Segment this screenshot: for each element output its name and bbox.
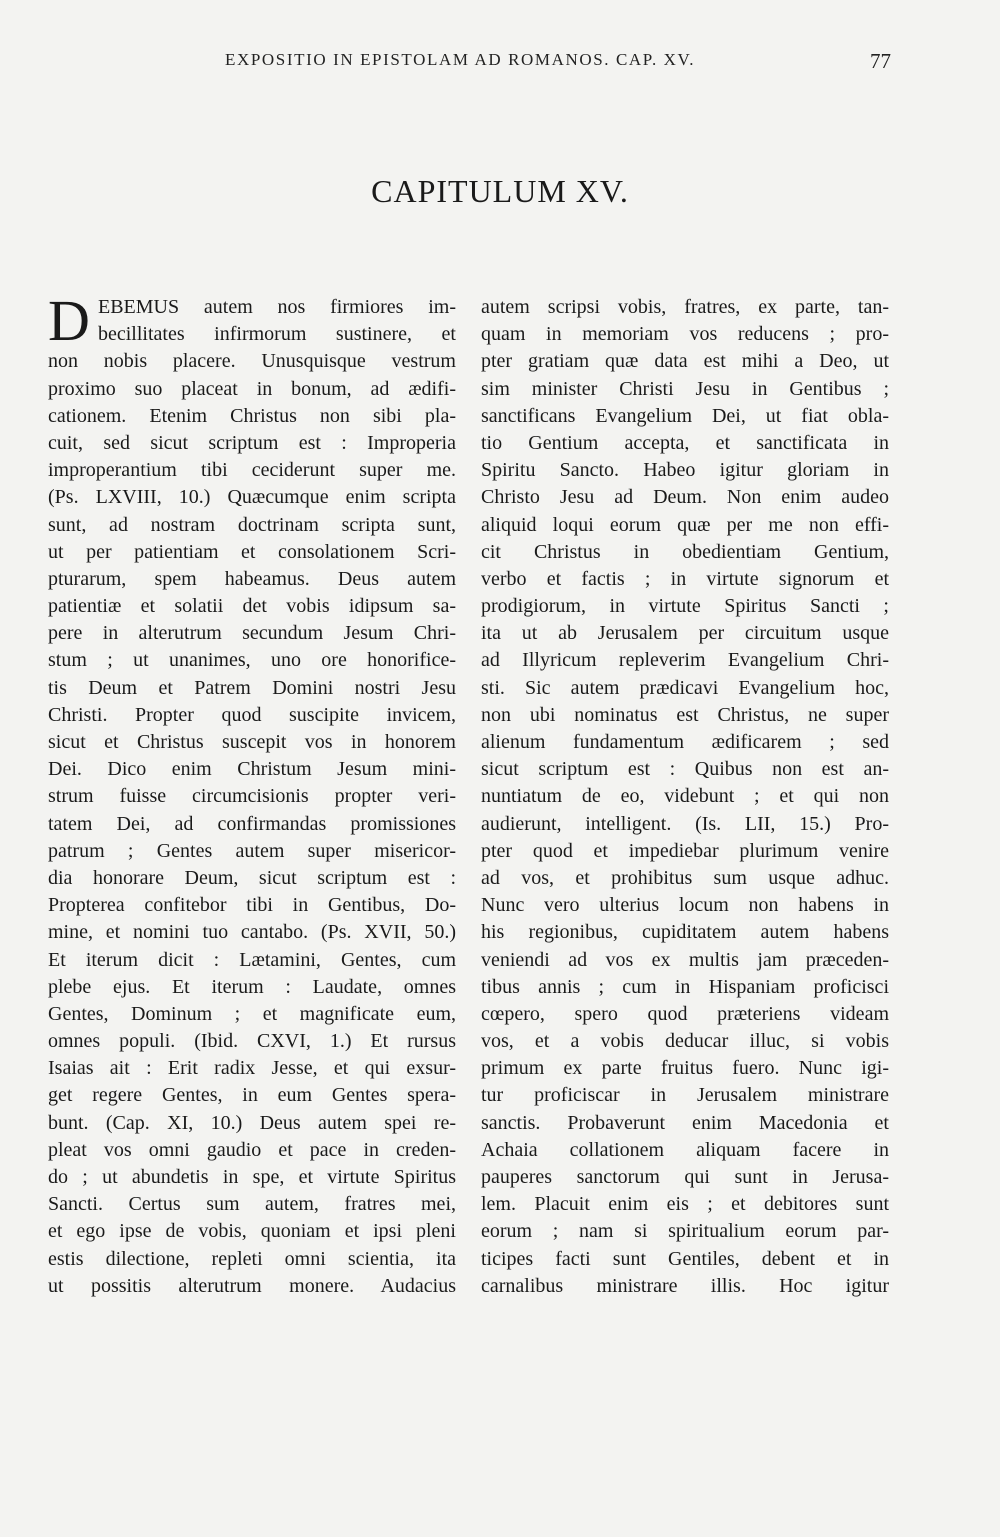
text-column-right <box>481 294 889 1300</box>
text-line: vos, et a vobis deducar illuc, si vobis <box>481 1030 889 1053</box>
text-line: alienum fundamentum ædificarem ; sed <box>481 731 889 753</box>
text-line: pauperes sanctorum qui sunt in Jerusa- <box>481 1166 889 1188</box>
text-line: strum fuisse circumcisionis propter veri- <box>48 785 456 808</box>
text-line: ut per patientiam et consolationem Scri- <box>48 540 456 563</box>
text-line: (Ps. LXVIII, 10.) Quæcumque enim scripta <box>48 486 456 509</box>
text-line: tatem Dei, ad confirmandas promissiones <box>48 812 456 835</box>
text-line: primum ex parte fruitus fuero. Nunc igi- <box>481 1057 889 1080</box>
text-line: sanctificans Evangelium Dei, ut fiat obla- <box>481 404 889 427</box>
text-line: Isaias ait : Erit radix Jesse, et qui exsur- <box>48 1057 456 1080</box>
text-line: plebe ejus. Et iterum : Laudate, omnes <box>48 975 456 998</box>
text-line: sicut scriptum est : Quibus non est an- <box>481 758 889 781</box>
text-line: aliquid loqui eorum quæ per me non effi- <box>481 513 889 536</box>
text-line: ad vos, et prohibitus sum usque adhuc. <box>481 866 889 889</box>
text-line: stum ; ut unanimes, uno ore honorifice- <box>48 649 456 672</box>
text-line: improperantium tibi ceciderunt super me. <box>48 459 456 482</box>
text-line: becillitates infirmorum sustinere, et <box>98 323 456 346</box>
text-line: carnalibus ministrare illis. Hoc igitur <box>481 1274 889 1297</box>
text-line: cationem. Etenim Christus non sibi pla- <box>48 404 456 427</box>
text-line: et ego ipse de vobis, quoniam et ipsi pleni <box>48 1220 456 1243</box>
text-line: bunt. (Cap. XI, 10.) Deus autem spei re- <box>48 1111 456 1134</box>
text-line: pere in alterutrum secundum Jesum Chri- <box>48 622 456 645</box>
drop-cap: D <box>48 288 90 353</box>
text-line: Et iterum dicit : Lætamini, Gentes, cum <box>48 948 456 971</box>
text-line: prodigiorum, in virtute Spiritus Sancti ; <box>481 595 889 618</box>
text-line: tio Gentium accepta, et sanctificata in <box>481 431 889 454</box>
text-line: Dei. Dico enim Christum Jesum mini- <box>48 758 456 781</box>
text-line: sim minister Christi Jesu in Gentibus ; <box>481 377 889 400</box>
text-line: autem scripsi vobis, fratres, ex parte, tan- <box>481 296 889 318</box>
text-line: lem. Placuit enim eis ; et debitores sunt <box>481 1193 889 1216</box>
chapter-title: CAPITULUM XV. <box>371 173 629 209</box>
page-header <box>0 0 1000 100</box>
text-line: non nobis placere. Unusquisque vestrum <box>48 350 456 373</box>
text-column-left <box>48 288 456 1300</box>
page-number: 77 <box>870 49 891 73</box>
text-line: pturarum, spem habeamus. Deus autem <box>48 567 456 590</box>
text-line: Gentes, Dominum ; et magnificate eum, <box>48 1002 456 1025</box>
text-line: Sancti. Certus sum autem, fratres mei, <box>48 1193 456 1216</box>
running-title: EXPOSITIO IN EPISTOLAM AD ROMANOS. CAP. XV. <box>225 50 696 69</box>
text-line: his regionibus, cupiditatem autem habens <box>481 921 889 944</box>
text-line: pter gratiam quæ data est mihi a Deo, ut <box>481 350 889 373</box>
text-line: mine, et nomini tuo cantabo. (Ps. XVII, 50.) <box>48 921 456 944</box>
text-line: ut possitis alterutrum monere. Audacius <box>48 1274 456 1297</box>
text-line: Christo Jesu ad Deum. Non enim audeo <box>481 486 889 509</box>
text-line: pter quod et impediebar plurimum venire <box>481 839 889 862</box>
text-line: patrum ; Gentes autem super misericor- <box>48 839 456 862</box>
text-line: proximo suo placeat in bonum, ad ædifi- <box>48 377 456 400</box>
text-line: tibus annis ; cum in Hispaniam proficisci <box>481 975 889 998</box>
text-line: do ; ut abundetis in spe, et virtute Spiritus <box>48 1166 456 1188</box>
text-line: cit Christus in obedientiam Gentium, <box>481 540 889 563</box>
text-line: tur proficiscar in Jerusalem ministrare <box>481 1084 889 1107</box>
text-line: dia honorare Deum, sicut scriptum est : <box>48 866 456 889</box>
text-line: Spiritu Sancto. Habeo igitur gloriam in <box>481 459 889 482</box>
text-line: eorum ; nam si spiritualium eorum par- <box>481 1220 889 1243</box>
text-line: EBEMUS autem nos firmiores im- <box>98 296 456 318</box>
text-line: omnes populi. (Ibid. CXVI, 1.) Et rursus <box>48 1030 456 1053</box>
text-line: estis dilectione, repleti omni scientia, ita <box>48 1247 456 1270</box>
text-line: quam in memoriam vos reducens ; pro- <box>481 323 889 346</box>
text-line: ticipes facti sunt Gentiles, debent et in <box>481 1247 889 1270</box>
text-line: patientiæ et solatii det vobis idipsum sa- <box>48 595 456 618</box>
text-line: tis Deum et Patrem Domini nostri Jesu <box>48 676 456 699</box>
text-line: nuntiatum de eo, videbunt ; et qui non <box>481 785 889 808</box>
text-line: pleat vos omni gaudio et pace in creden- <box>48 1138 456 1161</box>
text-line: sicut et Christus suscepit vos in honorem <box>48 731 456 753</box>
text-line: Nunc vero ulterius locum non habens in <box>481 894 889 917</box>
text-line: veniendi ad vos ex multis jam præceden- <box>481 948 889 971</box>
text-line: ad Illyricum repleverim Evangelium Chri- <box>481 649 889 672</box>
text-line: sunt, ad nostram doctrinam scripta sunt, <box>48 513 456 536</box>
text-line: Propterea confitebor tibi in Gentibus, Do- <box>48 894 456 917</box>
text-line: verbo et factis ; in virtute signorum et <box>481 567 889 590</box>
text-line: Achaia collationem aliquam facere in <box>481 1138 889 1161</box>
text-line: cuit, sed sicut scriptum est : Improperia <box>48 431 456 454</box>
text-line: get regere Gentes, in eum Gentes spera- <box>48 1084 456 1107</box>
text-line: audierunt, intelligent. (Is. LII, 15.) Pro- <box>481 812 889 835</box>
text-line: sti. Sic autem prædicavi Evangelium hoc, <box>481 676 889 699</box>
text-line: ita ut ab Jerusalem per circuitum usque <box>481 622 889 645</box>
text-line: Christi. Propter quod suscipite invicem, <box>48 703 456 726</box>
text-line: cœpero, spero quod præteriens videam <box>481 1002 889 1025</box>
text-line: sanctis. Probaverunt enim Macedonia et <box>481 1111 889 1134</box>
text-line: non ubi nominatus est Christus, ne super <box>481 703 889 726</box>
